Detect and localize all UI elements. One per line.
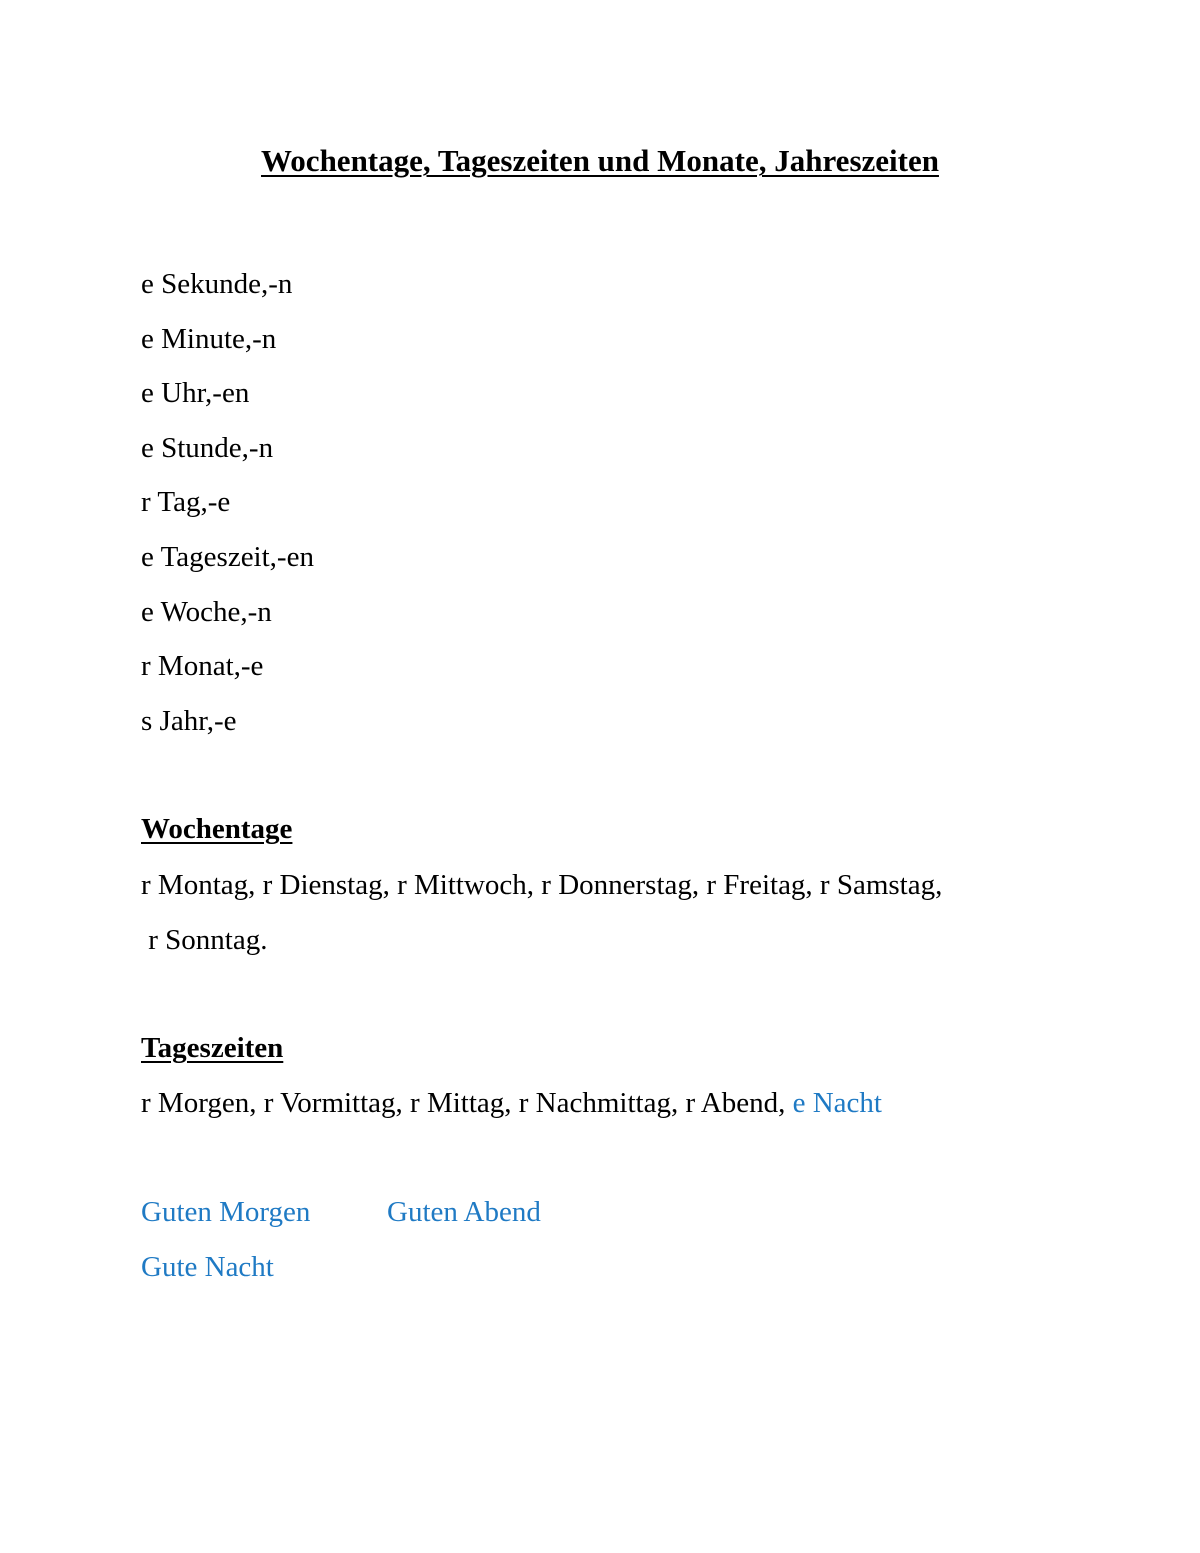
list-item: e Stunde,-n (141, 431, 274, 464)
wochentage-line-1: r Montag, r Dienstag, r Mittwoch, r Donnerstag, r Freitag, r Samstag, (141, 869, 943, 901)
list-item: r Monat,-e (141, 650, 264, 683)
tageszeiten-line (141, 1084, 882, 1122)
tageszeiten-nacht: e Nacht (792, 1087, 882, 1119)
vocabulary-list (141, 265, 314, 756)
list-item: r Tag,-e (141, 486, 231, 519)
list-item: s Jahr,-e (141, 704, 237, 737)
list-item: e Tageszeit,-en (141, 540, 314, 573)
wochentage-line-2: r Sonntag. (141, 924, 268, 956)
greeting-morning: Guten Morgen (141, 1196, 311, 1228)
page-title: Wochentage, Tageszeiten und Monate, Jahreszeiten (261, 143, 939, 178)
list-item: e Sekunde,-n (141, 268, 293, 300)
tageszeiten-heading: Tageszeiten (141, 1032, 284, 1064)
greeting-evening: Guten Abend (387, 1196, 541, 1228)
tageszeiten-text: r Morgen, r Vormittag, r Mittag, r Nachmittag, r Abend, (141, 1087, 793, 1119)
greeting-night: Gute Nacht (141, 1251, 274, 1283)
list-item: e Minute,-n (141, 322, 277, 355)
list-item: e Uhr,-en (141, 377, 250, 410)
wochentage-heading: Wochentage (141, 813, 293, 845)
list-item: e Woche,-n (141, 595, 272, 628)
